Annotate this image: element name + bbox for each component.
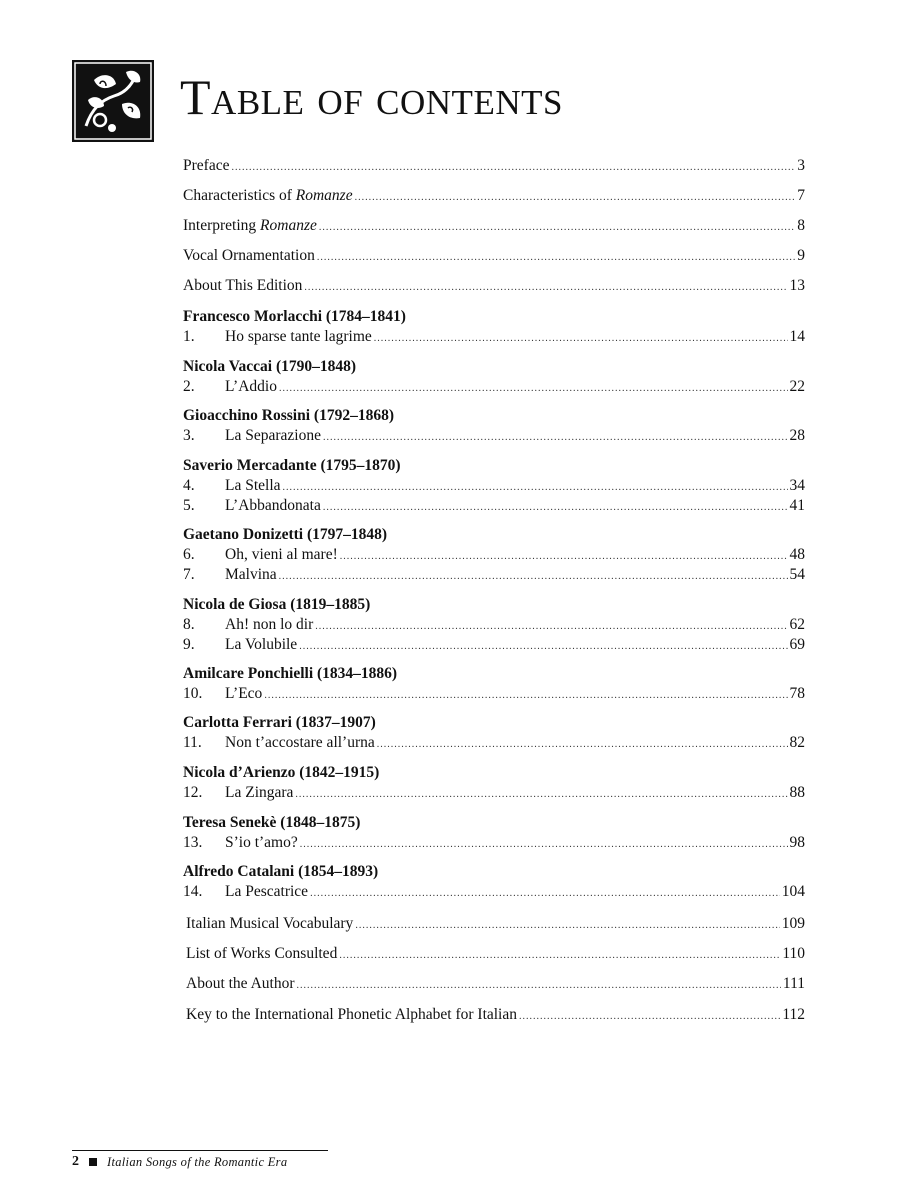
dot-leader — [295, 785, 787, 805]
dot-leader — [279, 567, 788, 587]
entry-label — [183, 635, 297, 655]
composer-heading: Carlotta Ferrari (1837–1907) — [183, 714, 376, 731]
composer-heading: Gaetano Donizetti (1797–1848) — [183, 526, 388, 543]
composer-heading: Francesco Morlacchi (1784–1841) — [183, 308, 406, 325]
dot-leader — [323, 498, 788, 518]
toc-entry — [183, 186, 805, 208]
song-entry — [183, 476, 805, 498]
song-entry — [183, 377, 805, 399]
entry-label — [183, 186, 353, 206]
toc-entry — [183, 246, 805, 268]
page-number: 112 — [782, 1006, 805, 1023]
song-title: La Volubile — [225, 636, 298, 653]
entry-text: About the Author — [186, 975, 295, 992]
toc-entry — [186, 914, 805, 936]
song-title: La Separazione — [225, 427, 321, 444]
square-bullet-icon — [89, 1158, 97, 1166]
page-number: 111 — [782, 975, 805, 992]
entry-label — [183, 545, 338, 565]
toc-entry — [183, 216, 805, 238]
dot-leader — [300, 835, 788, 855]
entry-label — [183, 156, 229, 176]
song-title: L’Addio — [225, 378, 277, 395]
page-number: 22 — [789, 378, 805, 395]
dot-leader — [340, 547, 788, 567]
page-number: 98 — [789, 834, 805, 851]
page-number: 104 — [781, 883, 805, 900]
entry-label — [183, 833, 298, 853]
dot-leader — [323, 428, 788, 448]
entry-label — [183, 426, 321, 446]
composer-heading: Gioacchino Rossini (1792–1868) — [183, 407, 394, 424]
page-number: 3 — [797, 157, 805, 174]
entry-label — [183, 496, 321, 516]
footer-rule — [72, 1150, 328, 1151]
composer-heading: Nicola d’Arienzo (1842–1915) — [183, 764, 380, 781]
composer-heading: Saverio Mercadante (1795–1870) — [183, 457, 401, 474]
toc-entry — [186, 1005, 805, 1027]
page-number: 34 — [789, 477, 805, 494]
entry-text: Preface — [183, 157, 230, 174]
song-number: 14. — [183, 883, 203, 900]
entry-label — [183, 327, 372, 347]
song-number: 10. — [183, 685, 203, 702]
page-number: 88 — [789, 784, 805, 801]
song-title: L’Abbandonata — [225, 497, 321, 514]
dot-leader — [317, 248, 795, 268]
dot-leader — [319, 218, 795, 238]
page-title: Table of contents — [180, 69, 563, 125]
song-title: La Stella — [225, 477, 281, 494]
entry-label — [183, 476, 281, 496]
page-number: 41 — [789, 497, 805, 514]
song-number: 1. — [183, 328, 195, 345]
song-number: 7. — [183, 566, 195, 583]
dot-leader — [355, 188, 796, 208]
song-number: 8. — [183, 616, 195, 633]
dot-leader — [304, 278, 787, 298]
entry-text: Key to the International Phonetic Alphabet for Italian — [186, 1006, 517, 1023]
entry-text: Vocal Ornamentation — [183, 247, 315, 264]
page-number: 110 — [782, 945, 805, 962]
entry-label — [183, 783, 293, 803]
song-entry — [183, 496, 805, 518]
entry-label — [186, 914, 353, 934]
dot-leader — [297, 976, 781, 996]
song-entry — [183, 882, 805, 904]
entry-label — [183, 276, 302, 296]
toc-entry — [186, 974, 805, 996]
song-title: L’Eco — [225, 685, 263, 702]
page-number: 8 — [797, 217, 805, 234]
song-entry — [183, 783, 805, 805]
composer-heading: Amilcare Ponchielli (1834–1886) — [183, 665, 398, 682]
song-title: La Zingara — [225, 784, 294, 801]
composer-heading: Alfredo Catalani (1854–1893) — [183, 863, 379, 880]
dot-leader — [231, 158, 795, 178]
entry-text: Interpreting — [183, 217, 261, 234]
page-number: 9 — [797, 247, 805, 264]
song-number: 11. — [183, 734, 202, 751]
entry-label — [183, 246, 315, 266]
page-number: 14 — [789, 328, 805, 345]
song-entry — [183, 615, 805, 637]
entry-label — [186, 974, 295, 994]
toc-entry — [183, 276, 805, 298]
song-entry — [183, 733, 805, 755]
song-title: S’io t’amo? — [225, 834, 298, 851]
page-number: 48 — [789, 546, 805, 563]
page-number: 7 — [797, 187, 805, 204]
entry-text: List of Works Consulted — [186, 945, 338, 962]
dot-leader — [315, 617, 787, 637]
toc-entry — [183, 156, 805, 178]
footer-book-title: Italian Songs of the Romantic Era — [107, 1154, 288, 1169]
entry-label — [183, 216, 317, 236]
song-entry — [183, 635, 805, 657]
page-number: 69 — [789, 636, 805, 653]
song-number: 2. — [183, 378, 195, 395]
song-number: 4. — [183, 477, 195, 494]
page-footer — [72, 1154, 287, 1170]
page-number: 28 — [789, 427, 805, 444]
entry-label — [183, 882, 308, 902]
song-number: 6. — [183, 546, 195, 563]
entry-label — [183, 684, 262, 704]
composer-heading: Nicola de Giosa (1819–1885) — [183, 596, 371, 613]
song-entry — [183, 426, 805, 448]
page-number: 54 — [789, 566, 805, 583]
entry-label — [183, 733, 375, 753]
entry-italic-text: Romanze — [295, 187, 353, 204]
entry-italic-text: Romanze — [260, 217, 317, 234]
composer-heading: Nicola Vaccai (1790–1848) — [183, 358, 357, 375]
dot-leader — [377, 735, 788, 755]
song-title: Non t’accostare all’urna — [225, 734, 375, 751]
page-number: 62 — [789, 616, 805, 633]
dot-leader — [374, 329, 788, 349]
entry-text: Characteristics of — [183, 187, 296, 204]
song-entry — [183, 833, 805, 855]
entry-label — [183, 615, 313, 635]
dot-leader — [283, 478, 788, 498]
entry-text: About This Edition — [183, 277, 303, 294]
page-number: 82 — [789, 734, 805, 751]
song-number: 9. — [183, 636, 195, 653]
dot-leader — [310, 884, 780, 904]
song-number: 3. — [183, 427, 195, 444]
song-number: 5. — [183, 497, 195, 514]
dot-leader — [264, 686, 787, 706]
leaf-ornament-icon — [72, 60, 154, 142]
page-number: 78 — [789, 685, 805, 702]
song-number: 12. — [183, 784, 203, 801]
song-entry — [183, 565, 805, 587]
song-title: Oh, vieni al mare! — [225, 546, 338, 563]
footer-page-number: 2 — [72, 1154, 79, 1169]
dot-leader — [519, 1007, 780, 1027]
song-title: La Pescatrice — [225, 883, 309, 900]
song-entry — [183, 327, 805, 349]
dot-leader — [355, 916, 779, 936]
toc-entry — [186, 944, 805, 966]
song-title: Ah! non lo dir — [225, 616, 314, 633]
song-number: 13. — [183, 834, 203, 851]
dot-leader — [339, 946, 780, 966]
entry-label — [183, 565, 277, 585]
song-entry — [183, 545, 805, 567]
entry-label — [183, 377, 277, 397]
song-title: Malvina — [225, 566, 277, 583]
song-title: Ho sparse tante lagrime — [225, 328, 372, 345]
dot-leader — [279, 379, 788, 399]
song-entry — [183, 684, 805, 706]
entry-label — [186, 1005, 517, 1025]
page-number: 109 — [781, 915, 805, 932]
entry-text: Italian Musical Vocabulary — [186, 915, 354, 932]
dot-leader — [299, 637, 787, 657]
composer-heading: Teresa Senekè (1848–1875) — [183, 814, 361, 831]
entry-label — [186, 944, 337, 964]
page-number: 13 — [789, 277, 805, 294]
